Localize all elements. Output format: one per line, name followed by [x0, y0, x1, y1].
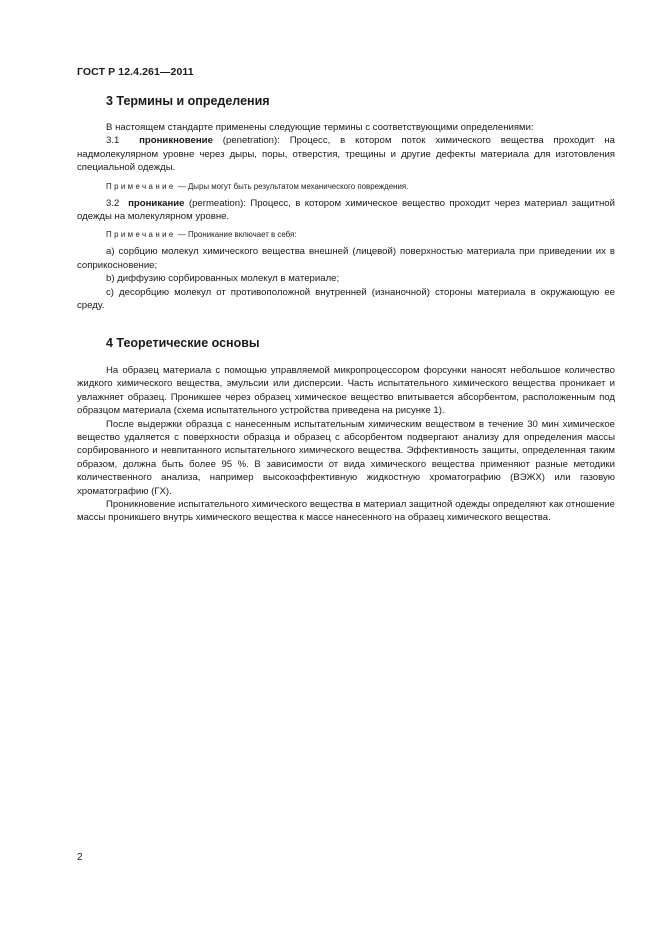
term-3-2-definition: (permeation): Процесс, в котором химическое вещество проходит через материал защитной одежды на молекулярном уровне.: [77, 197, 615, 223]
note-2-text: — Проникание включает в себя:: [175, 230, 297, 240]
term-3-1-number: 3.1: [106, 135, 120, 147]
list-item-b: b) диффузию сорбированных молекул в материале;: [106, 273, 340, 285]
section-4-paragraph-3: Проникновение испытательного химического вещества в материал защитной одежды определяют как отношение массы проникшего внутрь химического вещества к массе нанесенного на образец химического вещества.: [77, 499, 615, 524]
term-3-2: [77, 197, 615, 224]
term-3-1-name: проникновение: [139, 135, 213, 147]
section-4-paragraph-1: На образец материала с помощью управляемой микропроцессором форсунки наносят небольшое количество жидкого химического вещества, эмульсии или дисперсии. Часть испытательного химического вещества проникает и увлажняет образец. Проникшее через образец химическое вещество впитывается абсорбентом, расположенным под образцом материала (схема испытательного устройства приведена на рисунке 1).: [77, 365, 615, 417]
list-item-c: с) десорбцию молекул от противоположной внутренней (изнаночной) стороны материала в окружающую ее среду.: [77, 286, 615, 312]
section-4-heading: 4 Теоретические основы: [106, 336, 260, 350]
page-number: 2: [77, 852, 83, 863]
section-4-paragraph-2: После выдержки образца с нанесенным испытательным химическим веществом в течение 30 мин химическое вещество удаляется с поверхности образца и образец с абсорбентом подвергают анализу для определения массы сорбированного и невпитанного испытательного химического вещества. Эффективность защиты, определенная таким образом, должна быть более 95 %. В зависимости от вида химического вещества применяют разные методики количественного анализа, например высокоэффективную жидкостную хроматографию (ВЭЖХ) или газовую хроматографию (ГХ).: [77, 418, 615, 497]
note-1-text: — Дыры могут быть результатом механического повреждения.: [175, 181, 409, 191]
section-3-body: [77, 121, 615, 312]
note-2: [77, 229, 615, 240]
section-4-body: [77, 364, 615, 525]
term-3-1: [77, 134, 615, 174]
term-3-2-name: проникание: [128, 197, 185, 209]
list-item-a: а) сорбцию молекул химического вещества внешней (лицевой) поверхностью материала при приведении их в соприкосновение;: [77, 246, 615, 271]
note-1: [77, 181, 615, 192]
note-1-label: Примечание: [106, 181, 176, 191]
note-2-label: Примечание: [106, 230, 176, 240]
document-code: ГОСТ Р 12.4.261—2011: [77, 66, 194, 78]
section-3-heading: 3 Термины и определения: [106, 94, 270, 108]
term-3-2-number: 3.2: [106, 197, 120, 209]
term-3-1-definition: (penetration): Процесс, в котором поток химического вещества проходит на надмолекулярном уровне через дыры, поры, отверстия, трещины и другие дефекты материала для изготовления специальной одежды.: [77, 135, 615, 174]
section-3-intro: В настоящем стандарте применены следующие термины с соответствующими определениями:: [106, 122, 534, 133]
